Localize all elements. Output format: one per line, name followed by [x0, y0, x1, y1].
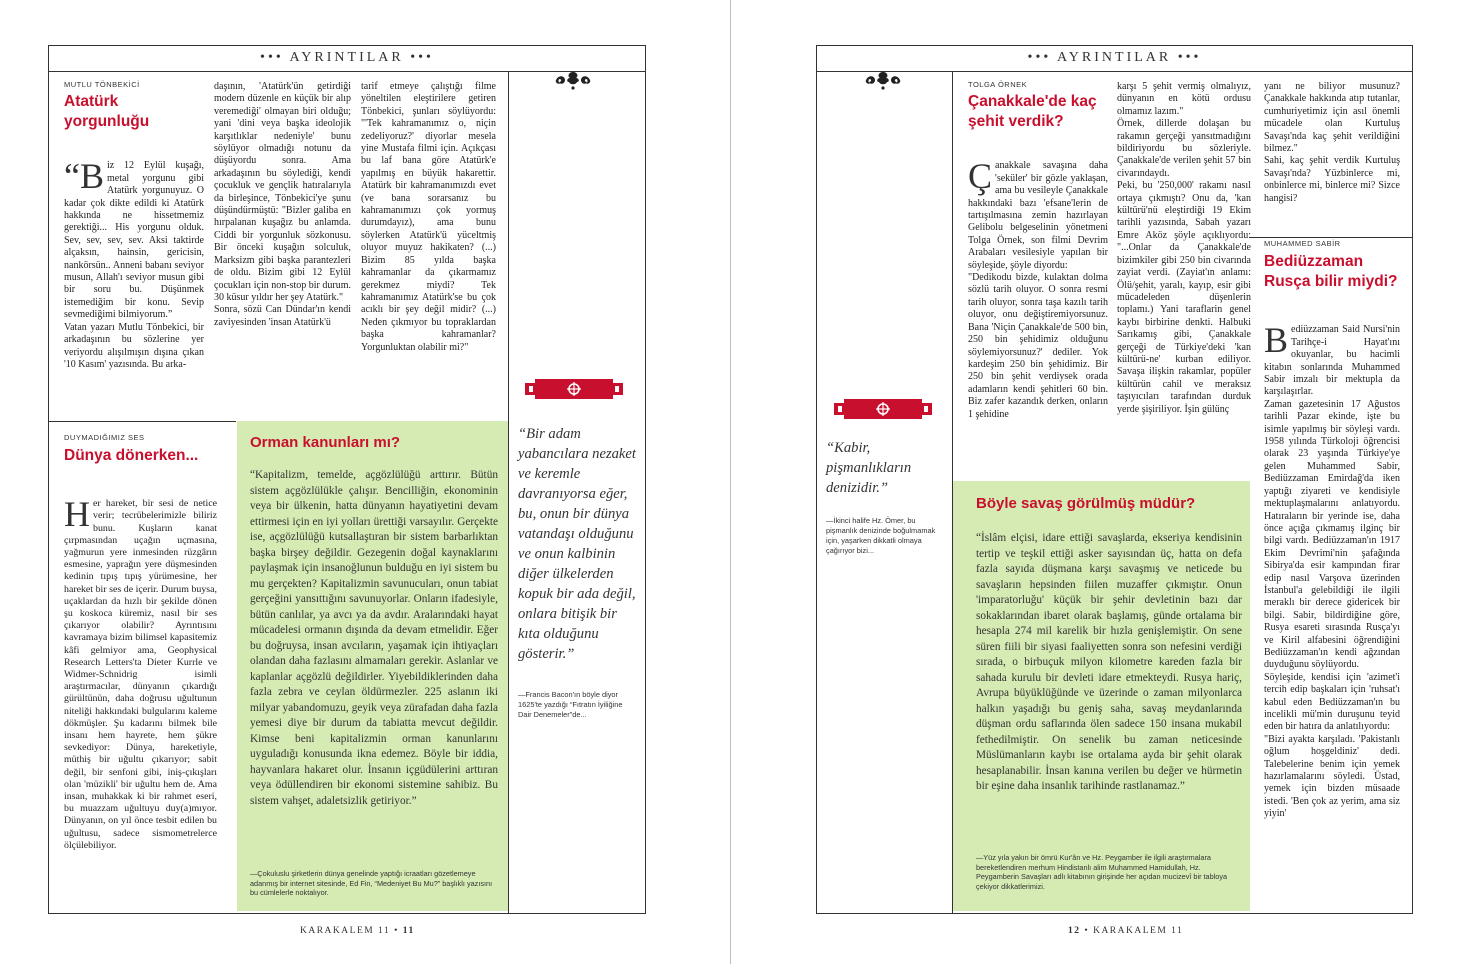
- red-band-ornament-icon: [834, 398, 932, 420]
- floral-ornament-icon: [864, 70, 902, 90]
- page-footer: KARAKALEM 11 • 11: [300, 926, 415, 936]
- floral-ornament-icon: [554, 70, 592, 90]
- red-band-ornament-icon: [525, 378, 623, 400]
- drop-cap: Ç: [968, 156, 993, 197]
- article-title: Dünya dönerken...: [64, 447, 199, 464]
- box-title: Böyle savaş görülmüş müdür?: [976, 495, 1196, 512]
- page-gutter: [730, 0, 731, 964]
- box-title: Orman kanunları mı?: [250, 434, 401, 451]
- page-number: 11: [402, 926, 415, 936]
- article-author: MUHAMMED SABİR: [1264, 239, 1341, 248]
- pull-quote: “Bir adam yabancılara nezaket ve keremle davranıyorsa eğer, bu, onun bir dünya vatandaşı olduğunu ve onun kalbinin diğer ülkelerden kopuk bir ada değil, onlara bitişik bir kıta olduğunu gösterir.”: [518, 426, 636, 662]
- magazine-name: KARAKALEM 11: [1093, 926, 1184, 936]
- drop-cap: B: [1264, 320, 1289, 361]
- article-text-col2: karşı 5 şehit vermiş olmalıyız, dünyanın en kötü ordusu olmamız lazım." Örnek, dillerde dolaşan bu rakamın gerçeği yansıtmadığını bildiriyordu bu sözleriyle. Çanakkale'de verilen şehit 57 bin civarındaydı. Peki, bu '250,000' rakamı nasıl ortaya çıkmıştı? Onu da, 'kan kültürü'nü eleştirdiği 19 Ekim tarihli yazısında, Sabah yazarı Emre Aköz şöyle açıklıyordu: "...Onlar da Çanakkale'de bizimkiler gibi 250 bin civarında zayiat verdi. (Zayiat'ın anlamı: Ölü/şehit, yaralı, kayıp, esir gibi mücadeleden düşenlerin toplamı.) Yani taraflarin genel kaybı birbirine denkti. Halbuki Sarıkamış gibi, Çanakkale gerçeği de Türkiye'deki 'kan kültürü-ne' kurban ediliyor. Savaşa ilişkin rakamlar, popüler kültürün cahil ve meraksız taşıyıcıları tarafından durduk yerde şişiriliyor. İşin gülünç: [1117, 81, 1251, 415]
- sidebar-box: [953, 481, 1250, 911]
- drop-cap: “B: [64, 156, 104, 197]
- header-rule: [816, 71, 1413, 72]
- section-header: ••• AYRINTILAR •••: [260, 50, 434, 65]
- section-header: ••• AYRINTILAR •••: [1027, 50, 1202, 65]
- quote-caption: —Francis Bacon'ın böyle diyor 1625'te yazdığı “Fıtratın İyiliğine Dair Denemeler”de...: [518, 690, 623, 719]
- drop-cap: H: [64, 494, 90, 535]
- column-divider: [508, 71, 509, 914]
- article-author: TOLGA ÖRNEK: [968, 80, 1028, 89]
- article-text-col3: tarif etmeye çalıştığı filme yöneltilen eleştirilere getiren Tönbekici, şunları söylüyordu: "'Tek kahramanımız o, niçin zedeliyoruz?' diyorlar mesela yine Mustafa filmi için. Açıkçası bu laf bana göre Atatürk'e yapılmış en büyük hakarettir. Atatürk bir kahramanımızdı evet (ve bana sorarsanız bu kahramanımızı çok yormuş durumdayız), ama bunu söylerken Atatürk'ü yüceltmiş oluyor muyuz hakikaten? (...) Bizim 85 yılda başka kahramanlar da çıkarmamız gerekmez miydi? Tek kahramanımız Atatürk'se bu çok acıklı bir şey değil midir? (...) Neden çıkmıyor bu topraklardan başka kahramanlar? Yorgunluktan olabilir mi?": [361, 81, 496, 353]
- box-caption: —Yüz yıla yakın bir ömrü Kur'ân ve Hz. Peygamber ile ilgili araştırmalara bereketlendiren merhum Hindistanlı alim Muhammed Hamidullah, Hz. Peygamberin Savaşları adlı kitabının girişinde her açıdan mucizevî bir tabloya çekiyor dikkatlerimizi.: [976, 853, 1228, 891]
- article-title: Bediüzzaman Rusça bilir miydi?: [1264, 253, 1398, 290]
- page-number: 12: [1068, 926, 1081, 936]
- article-text: Her hareket, bir sesi de netice verir; tecrübelerimizle biliriz bunu. Kuşların kanat çırpmasından uçağın uçmasına, yağmurun yere inmesinden rüzgârın esmesine, yaprağın yere düşmesinden kedinin tıpış tıpış yürümesine, her hareket bir ses de içerir. Durum buysa, uçaklardan da hızlı bir şekilde dönen şu koskoca küremiz, nasıl bir ses çıkarıyor olabilir? Ayrıntısını kavramaya bizim bilimsel kapasitemiz kâfi gelmiyor ama, Geophysical Research Letters'ta Dieter Kurrle ve Widmer-Schnidrig isimli araştırmacılar, dünyanın çıkardığı gürültünün, daha doğrusu uğultunun niteliği hakkındaki bulgularını kaleme dökmüşler. Şu kadarını bilmek bile insanı hem hayrete, hem şükre sevkediyor: Dünya, hareketiyle, müthiş bir uğultu çıkarıyor; sabit değil, bir senfoni gibi, iniş-çıkışları olan 'müzikli' bir uğultu hem de. Ama insan, muhakkak ki bir rahmet eseri, bu muazzam uğultuyu duy(a)mıyor. Dünyanın, on yıl önce tesbit edilen bu uğultusu, sadece sismometrelerce ölçülebiliyor.: [64, 494, 217, 851]
- article-author: DUYMADIĞIMIZ SES: [64, 433, 145, 442]
- article-text-col1: “Biz 12 Eylül kuşağı, metal yorgunu gibi Atatürk yorgunuyuz. O kadar çok dikte edildi ki Atatürk hakkında ne hissetmemiz gerektiği... His yorgunu olduk. Sev, sev, sev, sev. Aksi taktirde alçaksın, hainsin, gericisin, nankörsün.. Anneni babanı seviyor musun, Allah'ı seviyor musun gibi bir soru bu. Düşünmek istemediğim bir konu. Sevip sevmediğimi bilmiyorum.” Vatan yazarı Mutlu Tönbekici, bir arkadaşının bu sözlerine yer veriyordu alışılmışın dışına çıkan '10 Kasım' yazısında. Bu arka-: [64, 156, 204, 370]
- box-caption: —Çokuluslu şirketlerin dünya genelinde yaptığı icraatları gözetlemeye adanmış bir internet sitesinde, Ed Fin, “Medeniyet Bu Mu?” başlıklı yazısını bu cümlelerle noktalıyor.: [250, 869, 493, 898]
- article-text: Bediüzzaman Said Nursi'nin Tarihçe-i Hayat'ını okuyanlar, bu hacimli kitabın sonlarında Muhammed Sabir imzalı bir mektupla da karşılaşırlar. Zaman gazetesinin 17 Ağustos tarihli Pazar ekinde, işte bu isimle yapılmış bir söyleşi vardı. 1958 yılında Türkoloji öğrencisi olarak 23 yaşında Türkiye'ye gelen Muhammed Sabir, Bediüzzaman Emirdağ'da iken yaptığı ziyareti ve kendisiyle mektuplaşmalarını anlatıyordu. Hatıraların bir yerinde ise, daha önce açığa çıkmamış ilginç bir bilgi vardı. Bediüzzaman'ın 1917 Ekim Devrimi'nin şafağında Sibirya'da esir kampından firar edip nasıl Varşova üzerinden İstanbul'a gelebildiği ile ilgili meraklı bir derece gidericek bir bilgi. Sabir, bildirdiğine göre, Rusya esareti sırasında Rusça'yı ve Kiril alfabesini öğrendiğini Bediüzzaman'ın kendi ağzından duyduğunu söylüyordu. Söyleşide, kendisi için 'azimet'i tercih edip başkaları için 'ruhsat'ı kabul eden Bediüzzaman'ın bu incelikli mü'min duruşunu teyid eden bir hatıra da anlatılıyordu: "Bizi ayakta karşıladı. 'Pakistanlı oğlum hoşgeldiniz' dedi. Talebelerine benim için yemek hazırlamalarını söyledi. Üstad, yemek için bizden müsaade istedi. 'Ben çok az yerim, ama siz yiyin': [1264, 320, 1400, 820]
- article-divider: [48, 421, 236, 422]
- article-text-col2: daşının, 'Atatürk'ün getirdiği modern düzenle en küçük bir alıp veremediği' olmayan biri olduğu; yani 'dini veya başka ideolojik karşıtlıklar nedeniyle' bunu söylüyor olmadığı notunu da düşüyordu sonra. Ama arkadaşının bu söylediği, kendi çocukluk ve gençlik hatıralarıyla da birleşince, Tönbekici'ye şunu düşündürmüştü: "Bizler galiba en hırpalanan kuşağız bu anlamda. Ciddi bir yorgunluk sözkonusu. Bir önceki kuşağın solculuk, Marksizm gibi başka parantezleri de oldu. Bizim gibi 12 Eylül çocukları için non-stop bir durum. 30 küsur yıldır her şey Atatürk." Sonra, sözü Can Dündar'ın kendi zaviyesinden 'insan Atatürk'ü: [214, 81, 351, 328]
- sidebar-box: [237, 421, 508, 911]
- box-text: “Kapitalizm, temelde, açgözlülüğü arttırır. Bütün sistem açgözlülükle çalışır. Bencilliğin, ekonominin veya bir ülkenin, hatta dünyanın hayatiyetini devam ettirmesi için en iyi yolları ürettiği varsayılır. Gerçekte ise, açgözlülüğü kutsallaştıran bir sistem barbarlıktan başka birşey değildir. Gezegenin doğal kaynaklarını paylaşmak için insanoğlunun bulduğu en iyi sistem bu mu gerçekten? Kapitalizmin savunucuları, onun tabiat gerçeğini yansıttığını savunuyorlar. Onların ifadesiyle, bütün canlılar, ya avcı ya da avdır. Aralarındaki hayat mücadelesi ormanın dışında da devam etmelidir. Eğer bu doğruysa, insan avcıların, yaşamak için ihtiyaçları olandan daha fazlasını almamaları gerekir. Aslanlar ve kaplanlar açgözlü değildirler. Yiyebildiklerinden daha fazla zebra ve ceylan öldürmezler. 225 aslanın iki milyar yabandomuzu, geyik veya zürafadan daha fazla yemesi diye bir durum da tabiatta mevcut değildir. Kimse beni kapitalizmin orman kanunlarını uyguladığı konusunda ikna edemez. Böyle bir iddia, hayvanlara hakaret olur. İnsanın içgüdülerini arttıran veya ödüllendiren bir ekonomi sistemine sahibiz. Bu sistem vahşet, adaletsizlik getiriyor.”: [250, 469, 498, 807]
- quote-caption: —İkinci halife Hz. Ömer, bu pişmanlık denizinde boğulmamak için, yaşarken dikkatli olmaya çağırıyor bizi...: [826, 516, 936, 555]
- article-author: MUTLU TÖNBEKİCİ: [64, 80, 140, 89]
- page-footer: 12 • KARAKALEM 11: [1068, 926, 1184, 936]
- magazine-name: KARAKALEM 11: [300, 926, 391, 936]
- article-text-col1: Çanakkale savaşına daha 'seküler' bir gözle yaklaşan, ama bu vesileyle Çanakkale hakkındaki bazı 'efsane'lerin de tartışılmasına zemin hazırlayan Gelibolu belgeselinin yönetmeni Tolga Örnek, son filmi Devrim Arabaları vesilesiyle yapılan bir söyleşide, şöyle diyordu: "Dedikodu bizde, kulaktan dolma sözlü tarih oluyor. O sonra resmi tarih oluyor, sonra taşa kazılı tarih oluyor, onu değiştiremiyorsunuz. Bana 'Niçin Çanakkale'de 500 bin, 250 bin şehidimiz olduğunu söylemiyorsunuz?' dediler. Yok kardeşim 250 bin şehidimiz. Bir 250 bin şehit verdiysek orada adamların kendi şehitleri 60 bin. Biz zafer kazandık derken, onların 1 şehidine: [968, 156, 1108, 420]
- box-text: “İslâm elçisi, idare ettiği savaşlarda, ekseriya kendisinin tertip ve teşkil ettiği asker sayısından üç, hatta on defa fazla sayıda düşmana karşı savaşmış ve neticede bu savaşların hepsinden fiilen muzaffer çıkmıştır. Onun 'imparatorluğu' küçük bir şehir devletinin bazı dar sokaklarından ibaret olarak başlamış, günde ortalama bir hesapla 274 mil karelik bir hızla genişlemiştir. On sene süren fiili bir siyasi faaliyetten sonra son nefesini verdiği sırada, o birbuçuk milyon kilometre kareden fazla bir sahada kurulu bir devleti idare etmekteydi. Rusya hariç, Avrupa büyüklüğünde ve üzerinde o zaman milyonlarca halkın yaşadığı bu geniş saha, savaş meydanlarında düşman ordu saflarında ölen sadece 150 insana mukabil fethedilmiştir. On senelik bu zaman neticesinde Müslümanların kaybı ise ortalama ayda bir şehit olarak hesaplanabilir. İnsan kanına verilen bu değer ve hürmetin bir eşine daha insanlık tarihinde rastlanamaz.”: [976, 532, 1242, 792]
- article-title: Atatürk yorgunluğu: [64, 93, 150, 130]
- article-title: Çanakkale'de kaç şehit verdik?: [968, 93, 1097, 130]
- article-text-col3: yanı ne biliyor musunuz? Çanakkale hakkında atıp tutanlar, cumhuriyetimiz için asıl önemli mücadele olan Kurtuluş Savaşı'nda kaç şehit verildiğini bilmez." Sahi, kaç şehit verdik Kurtuluş Savaşı'nda? Yüzbinlerce mi, onbinlerce mi, binlerce mi? Sizce hangisi?: [1264, 81, 1400, 204]
- pull-quote: “Kabir, pişmanlıkların denizidir.”: [826, 440, 912, 496]
- article-divider: [1250, 237, 1413, 238]
